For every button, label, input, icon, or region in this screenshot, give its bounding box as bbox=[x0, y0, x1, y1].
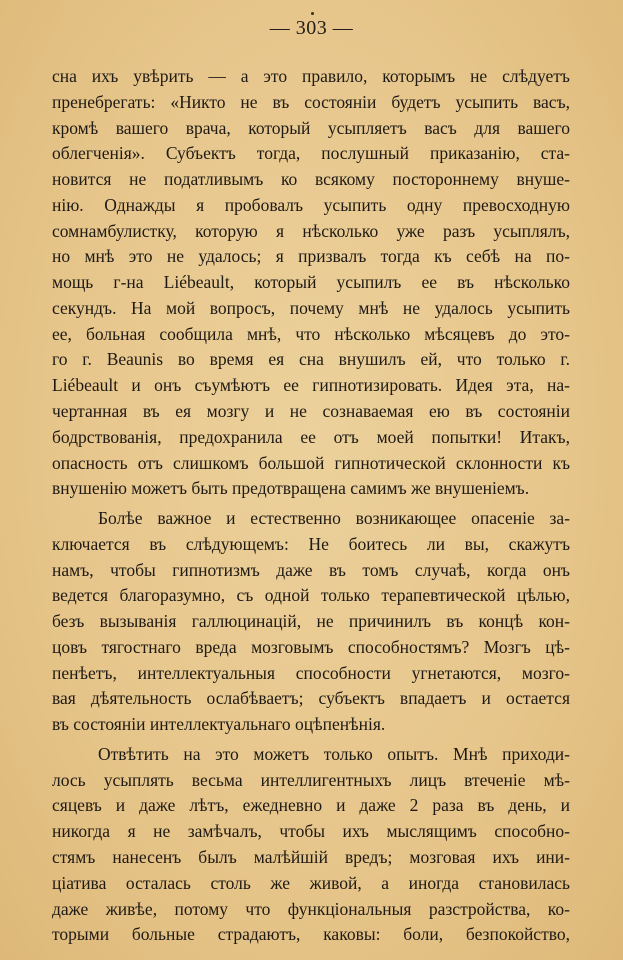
text-line: кромѣ вашего врача, который усыпляетъ васъ для вашего bbox=[52, 117, 570, 138]
text-line: сяцевъ и даже лѣтъ, ежедневно и даже 2 раза въ день, и bbox=[52, 795, 570, 816]
text-line: Отвѣтить на это можетъ только опытъ. Мнѣ приходи- bbox=[98, 743, 570, 764]
text-line: лось усыплять весьма интеллигентныхъ лицъ втеченiе мѣ- bbox=[52, 769, 570, 790]
text-line: мощь г-на Liébeault, который усыпилъ ее въ нѣсколько bbox=[52, 272, 570, 293]
page-number: — 303 — bbox=[269, 17, 354, 39]
text-line: пренебрегать: «Никто не въ состоянiи будетъ усыпить васъ, bbox=[52, 91, 570, 112]
ink-dot bbox=[311, 12, 314, 15]
text-line: ее, больная сообщила мнѣ, что нѣсколько мѣсяцевъ до это- bbox=[52, 323, 570, 344]
text-line: но мнѣ это не удалось; я призвалъ тогда къ себѣ на по- bbox=[52, 246, 570, 267]
text-line: сомнамбулистку, которую я нѣсколько уже разъ усыплялъ, bbox=[52, 220, 570, 241]
text-line: даже живѣе, потому что функцiональныя разстройства, ко- bbox=[52, 898, 570, 919]
text-line: ведется благоразумно, съ одной только терапевтической цѣлью, bbox=[52, 585, 570, 606]
text-line: новится не податливымъ ко всякому постороннему внуше- bbox=[52, 169, 570, 190]
text-line: стямъ нанесенъ былъ малѣйшiй вредъ; мозговая ихъ ини- bbox=[52, 846, 570, 867]
text-line: никогда я не замѣчалъ, чтобы ихъ мыслящимъ способно- bbox=[52, 821, 570, 842]
text-line: секундъ. На мой вопросъ, почему мнѣ не удалось усыпить bbox=[52, 297, 570, 318]
text-line: бодрствованiя, предохранила ее отъ моей попытки! Итакъ, bbox=[52, 426, 570, 447]
text-line: цiатива осталась столь же живой, а иногда становилась bbox=[52, 872, 570, 893]
text-line: Liébeault и онъ съумѣютъ ее гипнотизировать. Идея эта, на- bbox=[52, 375, 570, 396]
text-line: намъ, чтобы гипнотизмъ даже въ томъ случаѣ, когда онъ bbox=[52, 559, 570, 580]
text-line: пенѣетъ, интеллектуальныя способности угнетаются, мозго- bbox=[52, 662, 570, 683]
text-line: ключается въ слѣдующемъ: Не боитесь ли вы, скажутъ bbox=[52, 533, 570, 554]
text-line: въ состоянiи интеллектуальнаго оцѣпенѣнiя. bbox=[52, 714, 386, 735]
text-line: го г. Beaunis во время ея сна внушилъ ей, что только г. bbox=[52, 349, 570, 370]
text-line: облегченiя». Субъектъ тогда, послушный приказанiю, ста- bbox=[52, 143, 570, 164]
text-line: торыми больные страдаютъ, каковы: боли, безпокойство, bbox=[52, 924, 570, 945]
text-line: безъ вызыванiя галлюцинацiй, не причинилъ въ концѣ кон- bbox=[52, 611, 570, 632]
text-line: опасность отъ слишкомъ большой гипнотической склонности къ bbox=[52, 452, 570, 473]
text-line: Болѣе важное и естественно возникающее опасенiе за- bbox=[98, 508, 570, 528]
text-line: вая дѣятельность ослабѣваетъ; субъектъ впадаетъ и остается bbox=[52, 688, 570, 709]
text-line: внушенiю можетъ быть предотвращена самимъ же внушенiемъ. bbox=[52, 478, 530, 499]
text-line: нiю. Однажды я пробовалъ усыпить одну превосходную bbox=[52, 194, 570, 215]
text-line: цовъ тягостнаго вреда мозговымъ способностямъ? Мозгъ цѣ- bbox=[52, 636, 570, 657]
text-line: сна ихъ увѣрить — а это правило, которымъ не слѣдуетъ bbox=[52, 66, 570, 86]
text-line: чертанная въ ея мозгу и не сознаваемая ею въ состоянiи bbox=[52, 400, 570, 421]
